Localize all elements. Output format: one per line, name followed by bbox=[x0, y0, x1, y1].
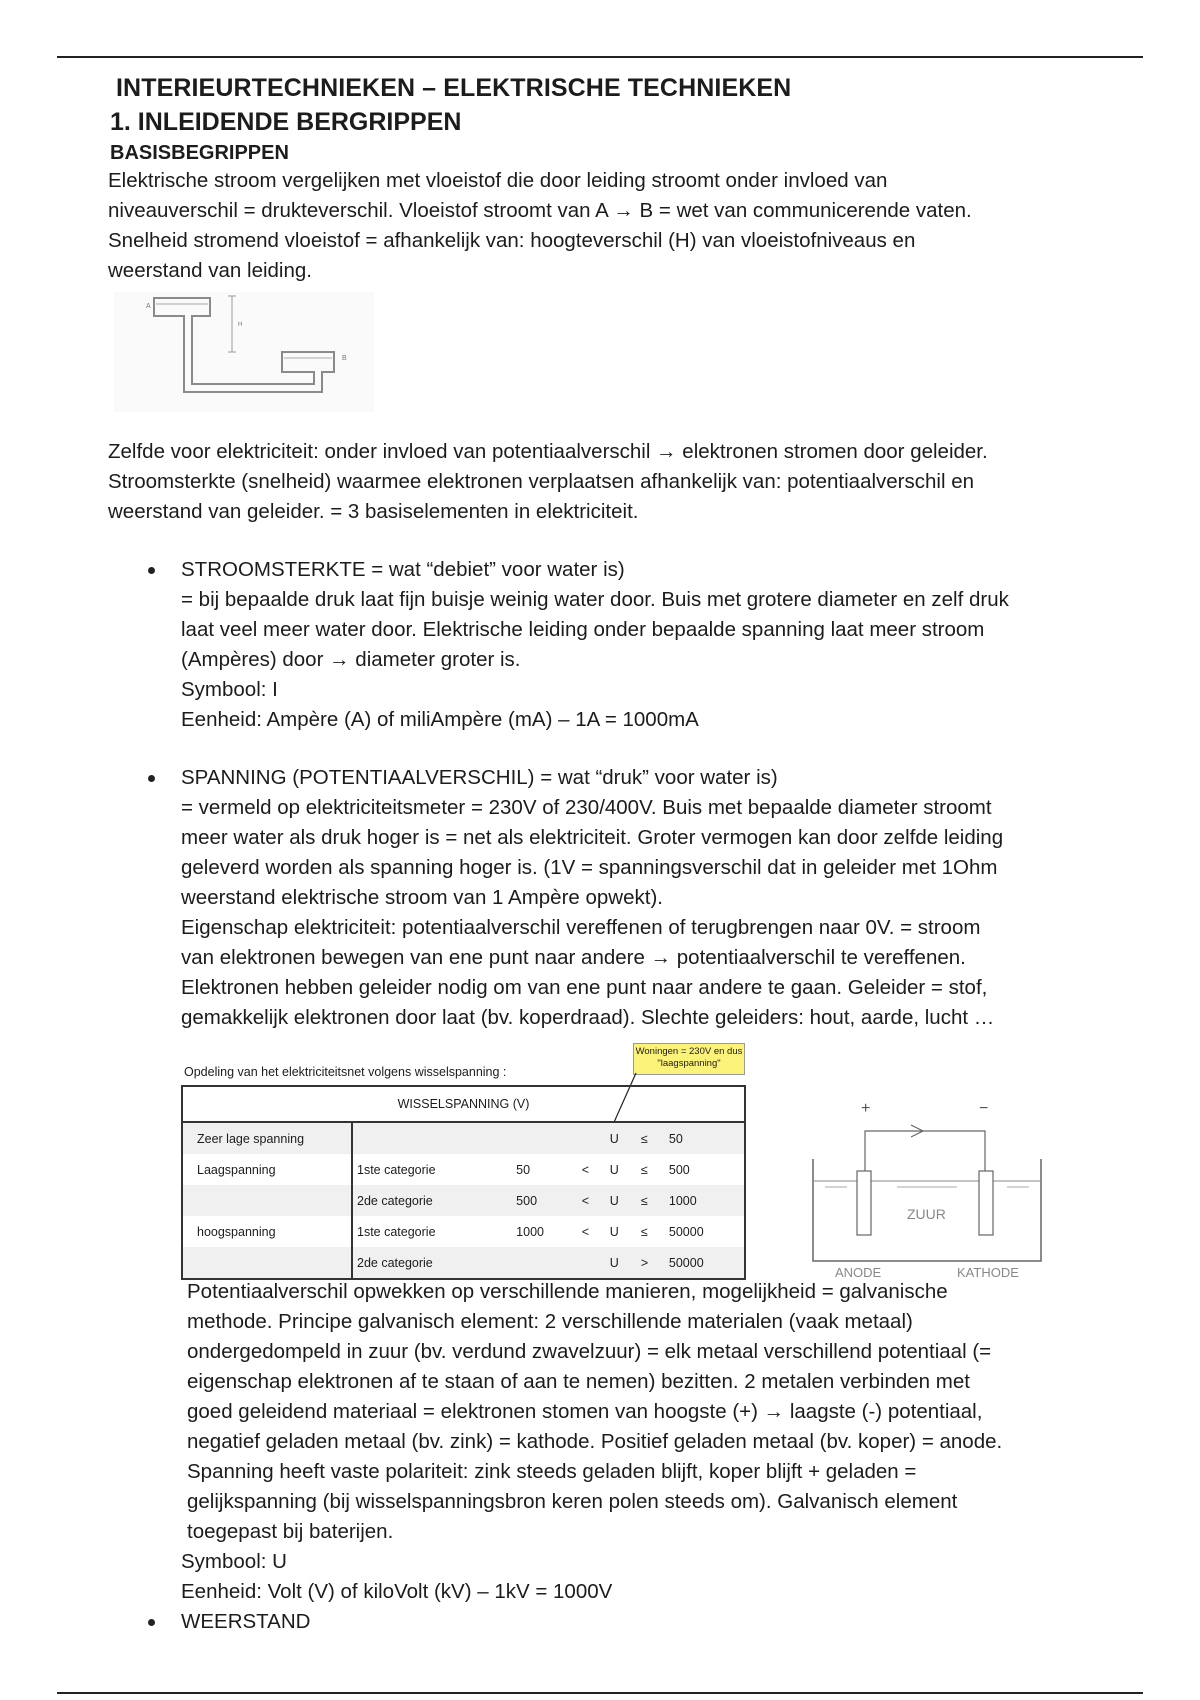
text-line: negatief geladen metaal (bv. zink) = kathode. Positief geladen metaal (bv. koper) = anode. bbox=[187, 1430, 1003, 1453]
table-cell: Laagspanning bbox=[182, 1154, 352, 1185]
table-row bbox=[182, 1154, 745, 1185]
text-line: meer water als druk hoger is = net als elektriciteit. Groter vermogen kan door zelfde leiding bbox=[181, 826, 1004, 849]
text-line: goed geleidend materiaal = elektronen stomen van hoogste (+) → laagste (-) potentiaal, bbox=[187, 1400, 983, 1423]
table-cell: ≤ bbox=[640, 1162, 648, 1177]
text-line: Eenheid: Volt (V) of kiloVolt (kV) – 1kV = 1000V bbox=[181, 1580, 613, 1603]
text-line: = vermeld op elektriciteitsmeter = 230V of 230/400V. Buis met bepaalde diameter stroomt bbox=[181, 796, 992, 819]
chapter-heading: 1. INLEIDENDE BERGRIPPEN bbox=[110, 108, 462, 136]
table-cell: U bbox=[609, 1224, 619, 1239]
table-cell bbox=[182, 1247, 352, 1279]
table-cell bbox=[512, 1122, 578, 1154]
table-cell: U bbox=[606, 1122, 637, 1154]
table-caption: Opdeling van het elektriciteitsnet volgens wisselspanning : bbox=[184, 1065, 507, 1079]
document-title: INTERIEURTECHNIEKEN – ELEKTRISCHE TECHNIEKEN bbox=[116, 74, 792, 102]
table-cell: < bbox=[581, 1224, 590, 1239]
text-line: Stroomsterkte (snelheid) waarmee elektronen verplaatsen afhankelijk van: potentiaalverschil en bbox=[108, 470, 975, 493]
table-cell: 50 bbox=[516, 1162, 531, 1177]
table-cell: 50000 bbox=[665, 1247, 745, 1279]
table-cell: 1ste categorie bbox=[357, 1224, 436, 1239]
bullet-weerstand bbox=[108, 1607, 1128, 1637]
text-line: (Ampères) door → diameter groter is. bbox=[181, 648, 521, 671]
text-line: methode. Principe galvanisch element: 2 verschillende materialen (vaak metaal) bbox=[187, 1310, 913, 1333]
text-line: Eenheid: Ampère (A) of miliAmpère (mA) – 1A = 1000mA bbox=[181, 708, 699, 731]
figure-row bbox=[181, 1043, 1128, 1280]
minus-label: − bbox=[979, 1100, 989, 1117]
anode-label: ANODE bbox=[835, 1265, 882, 1280]
table-cell: 50000 bbox=[668, 1224, 704, 1239]
table-cell bbox=[578, 1122, 606, 1154]
table-row bbox=[182, 1216, 745, 1247]
voltage-table bbox=[181, 1085, 746, 1280]
table-cell: 1000 bbox=[665, 1185, 745, 1216]
text-line: toegepast bij baterijen. bbox=[187, 1520, 394, 1543]
text-line: laat veel meer water door. Elektrische leiding onder bepaalde spanning laat meer stroom bbox=[181, 618, 985, 641]
acid-label: ZUUR bbox=[907, 1206, 946, 1222]
table-cell: 2de categorie bbox=[352, 1185, 512, 1216]
text-line: gelijkspanning (bij wisselspanningsbron keren polen steeds om). Galvanisch element bbox=[187, 1490, 958, 1513]
text-line: weerstand van geleider. = 3 basiselementen in elektriciteit. bbox=[108, 500, 639, 523]
table-header: WISSELSPANNING (V) bbox=[182, 1086, 745, 1122]
bullet-list-continued bbox=[108, 1277, 1128, 1637]
bullet-stroomsterkte bbox=[108, 555, 1128, 735]
label-h: H bbox=[238, 322, 243, 328]
callout-note: Woningen = 230V en dus "laagspanning" bbox=[633, 1043, 745, 1075]
label-a: A bbox=[146, 303, 151, 310]
table-row bbox=[182, 1122, 745, 1154]
table-cell: 2de categorie bbox=[352, 1247, 512, 1279]
text-line: eigenschap elektronen af te staan of aan te nemen) bezitten. 2 metalen verbinden met bbox=[187, 1370, 970, 1393]
table-cell: 500 bbox=[668, 1162, 690, 1177]
table-cell: 1000 bbox=[516, 1224, 544, 1239]
text-line: = bij bepaalde druk laat fijn buisje weinig water door. Buis met grotere diameter en zelf druk bbox=[181, 588, 1009, 611]
table-cell: 1ste categorie bbox=[357, 1162, 436, 1177]
table-cell: ≤ bbox=[640, 1224, 648, 1239]
table-cell bbox=[182, 1185, 352, 1216]
text-line: Elektronen hebben geleider nodig om van ene punt naar andere te gaan. Geleider = stof, bbox=[181, 976, 988, 999]
text-line: geleverd worden als spanning hoger is. (1V = spanningsverschil dat in geleider met 1Ohm bbox=[181, 856, 998, 879]
table-cell: U bbox=[609, 1162, 619, 1177]
bullet-dot bbox=[148, 567, 155, 574]
text-line: Elektrische stroom vergelijken met vloeistof die door leiding stroomt onder invloed van bbox=[108, 169, 888, 192]
text-line: Eigenschap elektriciteit: potentiaalverschil vereffenen of terugbrengen naar 0V. = stroom bbox=[181, 916, 981, 939]
bullet-spanning-continued bbox=[108, 1277, 1128, 1547]
table-row bbox=[182, 1185, 745, 1216]
table-cell bbox=[512, 1247, 578, 1279]
text-line: Zelfde voor elektriciteit: onder invloed van potentiaalverschil → elektronen stromen door geleider. bbox=[108, 440, 988, 463]
text-line: van elektronen bewegen van ene punt naar andere → potentiaalverschil te vereffenen. bbox=[181, 946, 966, 969]
table-cell: ≤ bbox=[637, 1122, 665, 1154]
text-line: Spanning heeft vaste polariteit: zink steeds geladen blijft, koper blijft + geladen = bbox=[187, 1460, 917, 1483]
text-line: weerstand elektrische stroom van 1 Ampère opwekt). bbox=[181, 886, 663, 909]
text-line: gemakkelijk elektronen door laat (bv. koperdraad). Slechte geleiders: hout, aarde, lucht … bbox=[181, 1006, 995, 1029]
top-rule bbox=[57, 56, 1143, 58]
text-line: SPANNING (POTENTIAALVERSCHIL) = wat “druk” voor water is) bbox=[181, 766, 778, 789]
text-line: ondergedompeld in zuur (bv. verdund zwavelzuur) = elk metaal verschillend potentiaal (= bbox=[187, 1340, 992, 1363]
text-line: Potentiaalverschil opwekken op verschillende manieren, mogelijkheid = galvanische bbox=[187, 1280, 948, 1303]
text-line: STROOMSTERKTE = wat “debiet” voor water is) bbox=[181, 558, 625, 581]
section-heading: BASISBEGRIPPEN bbox=[110, 142, 289, 164]
bullet-dot bbox=[148, 1619, 155, 1626]
table-cell bbox=[352, 1122, 512, 1154]
table-cell bbox=[578, 1247, 606, 1279]
table-cell: U bbox=[606, 1247, 637, 1279]
text-line: Snelheid stromend vloeistof = afhankelijk van: hoogteverschil (H) van vloeistofniveaus en bbox=[108, 229, 916, 252]
table-cell: < bbox=[578, 1185, 606, 1216]
text-line: weerstand van leiding. bbox=[108, 259, 312, 282]
intro-paragraph bbox=[108, 166, 1128, 286]
bullet-spanning-symbol bbox=[108, 1547, 1128, 1607]
table-cell: hoogspanning bbox=[182, 1216, 352, 1247]
electricity-paragraph bbox=[108, 437, 1128, 527]
bottom-rule bbox=[57, 1692, 1143, 1694]
text-line: WEERSTAND bbox=[181, 1610, 311, 1633]
plus-label: + bbox=[861, 1100, 871, 1117]
table-cell: > bbox=[637, 1247, 665, 1279]
communicating-vessels-figure bbox=[114, 292, 374, 412]
table-cell: ≤ bbox=[637, 1185, 665, 1216]
text-line: Symbool: I bbox=[181, 678, 278, 701]
table-cell: < bbox=[581, 1162, 590, 1177]
text-line: niveauverschil = drukteverschil. Vloeistof stroomt van A → B = wet van communicerende vaten. bbox=[108, 199, 972, 222]
table-cell: U bbox=[606, 1185, 637, 1216]
bullet-dot bbox=[148, 775, 155, 782]
kathode-label: KATHODE bbox=[957, 1265, 1019, 1280]
table-cell: 50 bbox=[665, 1122, 745, 1154]
text-line: Symbool: U bbox=[181, 1550, 287, 1573]
table-cell: Zeer lage spanning bbox=[182, 1122, 352, 1154]
bullet-list bbox=[108, 555, 1128, 1033]
document-body bbox=[108, 70, 1128, 1637]
galvanic-cell-figure bbox=[807, 1091, 1047, 1281]
table-cell: 500 bbox=[512, 1185, 578, 1216]
bullet-spanning bbox=[108, 763, 1128, 1033]
label-b: B bbox=[342, 355, 347, 362]
table-row bbox=[182, 1247, 745, 1279]
